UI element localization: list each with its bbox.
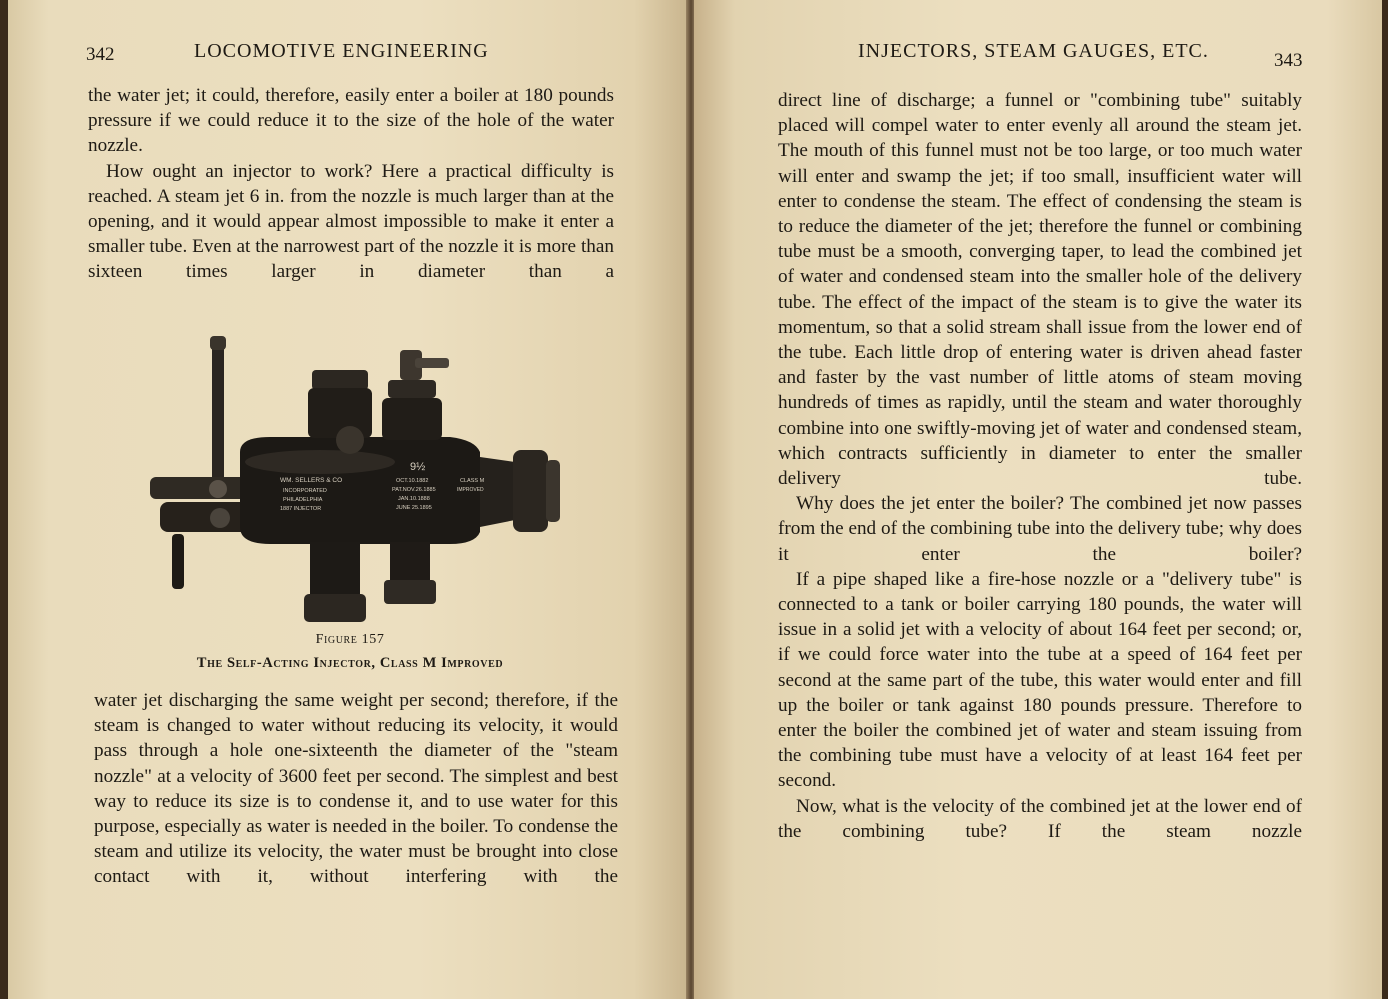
- svg-text:PHILADELPHIA: PHILADELPHIA: [283, 497, 323, 503]
- svg-text:PAT.NOV.26.1885: PAT.NOV.26.1885: [392, 487, 436, 493]
- svg-text:JAN.10.1888: JAN.10.1888: [398, 496, 430, 502]
- svg-text:9½: 9½: [410, 461, 426, 473]
- svg-text:IMPROVED: IMPROVED: [457, 487, 484, 493]
- svg-text:1887 INJECTOR: 1887 INJECTOR: [280, 506, 322, 512]
- figure-label: Figure 157: [315, 632, 385, 647]
- overflow-pipe: [390, 542, 430, 584]
- discharge-fitting: [513, 450, 548, 532]
- svg-text:INCORPORATED: INCORPORATED: [283, 488, 327, 494]
- running-head-right: INJECTORS, STEAM GAUGES, ETC.: [858, 40, 1209, 62]
- svg-text:JUNE 25.1895: JUNE 25.1895: [396, 505, 432, 511]
- paragraph: Why does the jet enter the boiler? The combined jet now passes from the end of the combining tube into the delivery tube; why does it enter the boiler?: [778, 493, 1302, 565]
- page-number-left: 342: [86, 44, 115, 65]
- injector-illustration: [120, 322, 580, 630]
- paragraph: the water jet; it could, therefore, easily enter a boiler at 180 pounds pressure if we could reduce it to the size of the hole of the water nozzle.: [88, 85, 614, 157]
- svg-text:CLASS M: CLASS M: [460, 478, 485, 484]
- svg-text:OCT.10.1882: OCT.10.1882: [396, 478, 429, 484]
- right-text: [778, 88, 1302, 844]
- paragraph: water jet discharging the same weight per second; therefore, if the steam is changed to water without reducing its velocity, it would pass through a hole one-sixteenth the diameter of the "steam nozzle" at a velocity of 3600 feet per second. The simplest and best way to reduce its size is to condense it, and to use water for this purpose, especially as water is needed in the boiler. To condense the steam and utilize its velocity, the water must be brought into close contact with it, without interfering with the: [94, 690, 618, 888]
- lever-handle: [212, 342, 224, 482]
- paragraph: If a pipe shaped like a fire-hose nozzle or a "delivery tube" is connected to a tank or boiler carrying 180 pounds, the water will issue in a solid jet with a velocity of about 164 feet per second; or, if we could force water into the tube at a speed of 164 feet per second at the same part of the tube, this water would enter and fill up the boiler or tank against 180 pounds pressure. Therefore to enter the boiler the combined jet of water and steam issuing from the combining tube must have a velocity of at least 164 feet per second.: [778, 568, 1302, 792]
- suction-pipe: [310, 542, 360, 597]
- left-top-text: [88, 83, 614, 285]
- paragraph: Now, what is the velocity of the combined jet at the lower end of the combining tube? If the steam nozzle: [778, 795, 1302, 842]
- page-number-right: 343: [1274, 50, 1303, 71]
- svg-text:WM. SELLERS & CO: WM. SELLERS & CO: [280, 477, 343, 484]
- paragraph: How ought an injector to work? Here a practical difficulty is reached. A steam jet 6 in. from the nozzle is much larger than at the opening, and it would appear almost impossible to make it enter a smaller tube. Even at the narrowest part of the nozzle it is more than sixteen times larger in diameter than a: [88, 160, 614, 283]
- figure-caption: The Self-Acting Injector, Class M Improved: [196, 655, 504, 671]
- left-page: [8, 0, 688, 999]
- left-bottom-text: [94, 688, 618, 890]
- right-page: [694, 0, 1382, 999]
- running-head-left: LOCOMOTIVE ENGINEERING: [194, 40, 489, 62]
- top-cap: [312, 370, 368, 390]
- paragraph: direct line of discharge; a funnel or "combining tube" suitably placed will compel water to enter evenly all around the steam jet. The mouth of this funnel must not be too large, or too much water will enter and swamp the jet; if too small, insufficient water will enter to condense the steam. The effect of condensing the steam is to reduce the diameter of the jet; therefore the funnel or combining tube must be a smooth, converging taper, to lead the combined jet of water and condensed steam into the smaller hole of the delivery tube. The effect of the impact of the steam is to give the water its momentum, so that a solid stream shall issue from the lower end of the tube. Each little drop of entering water is driven ahead faster and faster by the vast number of little atoms of steam moving hundreds of times as rapidly, until the steam and water thoroughly combine into one swiftly-moving jet of water and condensed steam, which contracts sufficiently in diameter to enter the smaller delivery tube.: [778, 90, 1302, 490]
